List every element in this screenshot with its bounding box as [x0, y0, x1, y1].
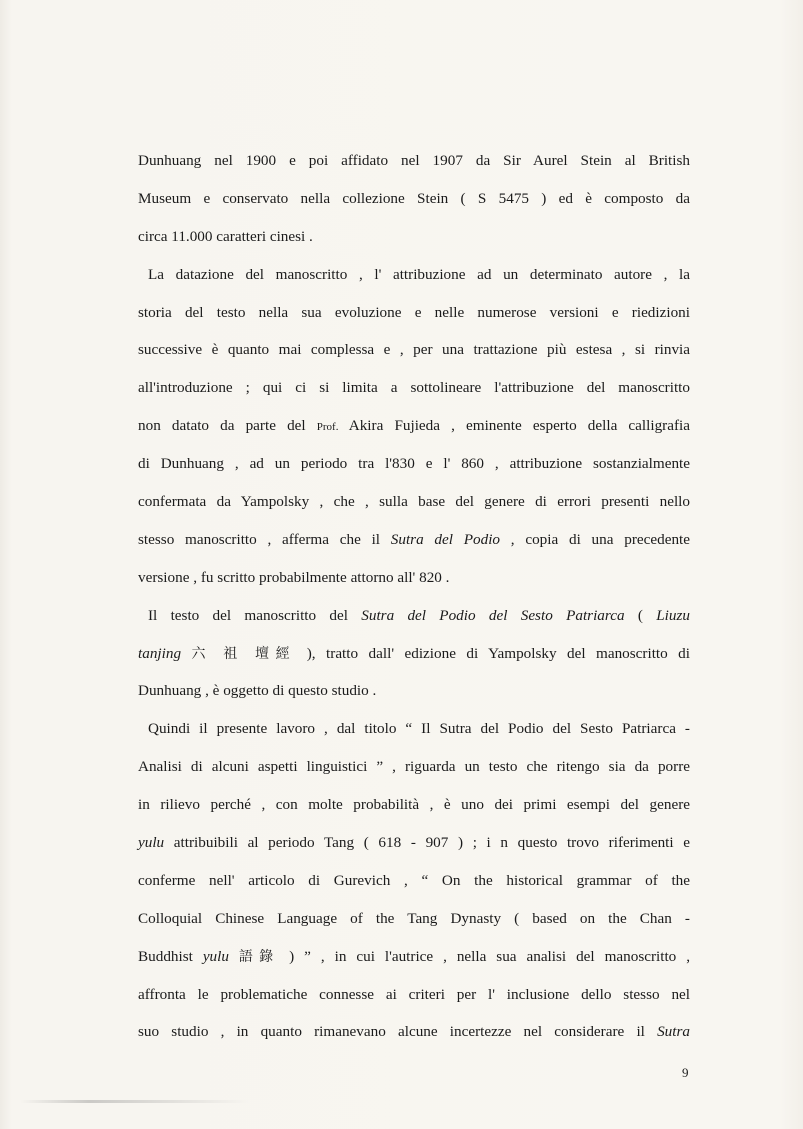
italic-term: yulu	[138, 834, 165, 852]
text-line	[138, 407, 690, 445]
text-line: Colloquial Chinese Language of the Tang Dynasty ( based on the Chan -	[138, 909, 690, 927]
italic-term: tanjing	[138, 644, 182, 662]
text-line: Quindi il presente lavoro , dal titolo “ Il Sutra del Podio del Sesto Patriarca -	[148, 720, 690, 738]
text-line	[138, 597, 690, 635]
text-line: in rilievo perché , con molte probabilità , è uno dei primi esempi del genere	[138, 796, 690, 814]
text-run: suo studio , in quanto rimanevano alcune incertezze nel considerare il	[138, 1023, 658, 1041]
text-run: attribuibili al periodo Tang ( 618 - 907 ) ; i n questo trovo riferimenti e	[164, 834, 690, 852]
italic-title: Sutra del Podio del Sesto Patriarca	[361, 606, 625, 624]
italic-term: Liuzu	[656, 606, 690, 624]
italic-term: Sutra	[657, 1023, 690, 1041]
text-line	[138, 521, 690, 559]
text-line: Dunhuang nel 1900 e poi affidato nel 1907 da Sir Aurel Stein al British	[138, 152, 690, 169]
text-line	[138, 635, 690, 673]
text-line: Dunhuang , è oggetto di questo studio .	[138, 682, 377, 700]
text-line	[138, 1013, 690, 1051]
text-line: storia del testo nella sua evoluzione e nelle numerose versioni e riedizioni	[138, 303, 690, 321]
text-line: confermata da Yampolsky , che , sulla base del genere di errori presenti nello	[138, 493, 690, 511]
chinese-characters: 語錄	[238, 948, 280, 965]
italic-term: yulu	[202, 947, 229, 965]
text-run: , copia di una precedente	[500, 530, 690, 548]
text-line	[138, 824, 690, 862]
text-line: Museum e conservato nella collezione Stein ( S 5475 ) ed è composto da	[138, 189, 690, 207]
text-line: conferme nell' articolo di Gurevich , “ On the historical grammar of the	[138, 871, 690, 889]
text-line: Analisi di alcuni aspetti linguistici ” , riguarda un testo che ritengo sia da porre	[138, 758, 690, 776]
text-run: non datato da parte del	[138, 417, 317, 435]
text-run: Buddhist	[138, 947, 203, 965]
title-abbreviation: Prof.	[316, 421, 339, 434]
text-line: versione , fu scritto probabilmente attorno all' 820 .	[138, 568, 450, 586]
page-number: 9	[682, 1065, 689, 1080]
text-line: all'introduzione ; qui ci si limita a sottolineare l'attribuzione del manoscritto	[138, 379, 690, 397]
text-line: successive è quanto mai complessa e , per una trattazione più estesa , si rinvia	[138, 341, 690, 359]
text-run: ) ” , in cui l'autrice , nella sua analisi del manoscritto ,	[279, 947, 691, 965]
text-line: La datazione del manoscritto , l' attribuzione ad un determinato autore , la	[148, 265, 690, 283]
body-text	[138, 142, 690, 1051]
text-line: affronta le problematiche connesse ai criteri per l' inclusione dello stesso nel	[138, 985, 690, 1003]
text-run: (	[624, 606, 657, 624]
italic-title: Sutra del Podio	[390, 530, 501, 548]
text-run: Il testo del manoscritto del	[148, 606, 362, 624]
scan-artifact	[20, 1100, 250, 1103]
text-run: ), tratto dall' edizione di Yampolsky del manoscritto di	[296, 644, 690, 662]
chinese-characters: 六 祖 壇經	[191, 645, 297, 662]
text-run: Akira Fujieda , eminente esperto della calligrafia	[338, 417, 690, 435]
text-line	[138, 938, 690, 976]
text-line: di Dunhuang , ad un periodo tra l'830 e l' 860 , attribuzione sostanzialmente	[138, 455, 690, 473]
text-line: circa 11.000 caratteri cinesi .	[138, 227, 313, 245]
text-run: stesso manoscritto , afferma che il	[138, 530, 391, 548]
